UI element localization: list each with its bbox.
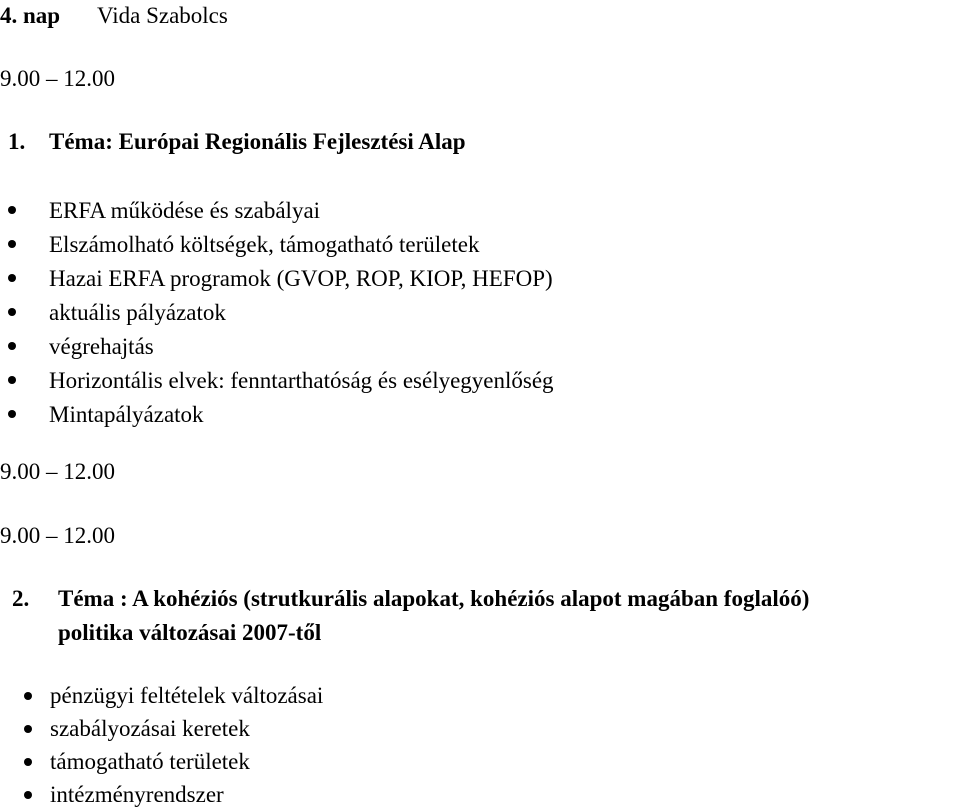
bullet-icon xyxy=(8,240,16,248)
list-item xyxy=(0,329,554,363)
topic-2-number: 2. xyxy=(12,586,30,611)
list-item xyxy=(0,227,554,261)
list-item-text: Horizontális elvek: fenntarthatóság és esélyegyenlőség xyxy=(49,367,554,393)
list-item-text: Hazai ERFA programok (GVOP, ROP, KIOP, HEFOP) xyxy=(49,265,553,291)
time-slot-2: 9.00 – 12.00 xyxy=(0,459,115,484)
bullet-icon xyxy=(24,725,32,733)
bullet-icon xyxy=(24,791,32,799)
list-item xyxy=(0,261,554,295)
time-slot-3: 9.00 – 12.00 xyxy=(0,523,115,548)
bullet-icon xyxy=(8,410,16,418)
list-item xyxy=(0,712,323,745)
list-item xyxy=(0,397,554,431)
list-item-text: intézményrendszer xyxy=(50,782,224,807)
bullet-icon xyxy=(8,206,16,214)
list-item-text: Mintapályázatok xyxy=(49,401,204,427)
topic-1-number: 1. xyxy=(8,129,26,154)
list-item xyxy=(0,193,554,227)
bullet-icon xyxy=(24,692,32,700)
bullet-icon xyxy=(24,758,32,766)
list-item-text: végrehajtás xyxy=(49,333,154,359)
list-item-text: ERFA működése és szabályai xyxy=(49,197,321,223)
topic-1-list xyxy=(0,193,554,431)
day-label: 4. nap xyxy=(0,3,61,28)
bullet-icon xyxy=(8,308,16,316)
list-item-text: pénzügyi feltételek változásai xyxy=(50,683,324,708)
topic-2-title-line-1: Téma : A kohéziós (strutkurális alapokat, kohéziós alapot magában foglalóó) xyxy=(58,586,810,611)
list-item-text: támogatható területek xyxy=(50,749,250,774)
time-slot-1: 9.00 – 12.00 xyxy=(0,66,115,91)
bullet-icon xyxy=(8,274,16,282)
list-item-text: szabályozásai keretek xyxy=(50,716,250,741)
list-item-text: Elszámolható költségek, támogatható területek xyxy=(49,231,480,257)
list-item xyxy=(0,295,554,329)
lecturer-name: Vida Szabolcs xyxy=(97,3,228,28)
topic-2-list xyxy=(0,679,323,811)
list-item-text: aktuális pályázatok xyxy=(49,299,226,325)
topic-1-title: Téma: Európai Regionális Fejlesztési Alap xyxy=(49,129,466,154)
bullet-icon xyxy=(8,376,16,384)
list-item xyxy=(0,679,323,712)
day-heading xyxy=(0,4,60,27)
list-item xyxy=(0,745,323,778)
list-item xyxy=(0,363,554,397)
list-item xyxy=(0,778,323,811)
topic-2-title-line-2: politika változásai 2007-től xyxy=(58,620,322,645)
bullet-icon xyxy=(8,342,16,350)
